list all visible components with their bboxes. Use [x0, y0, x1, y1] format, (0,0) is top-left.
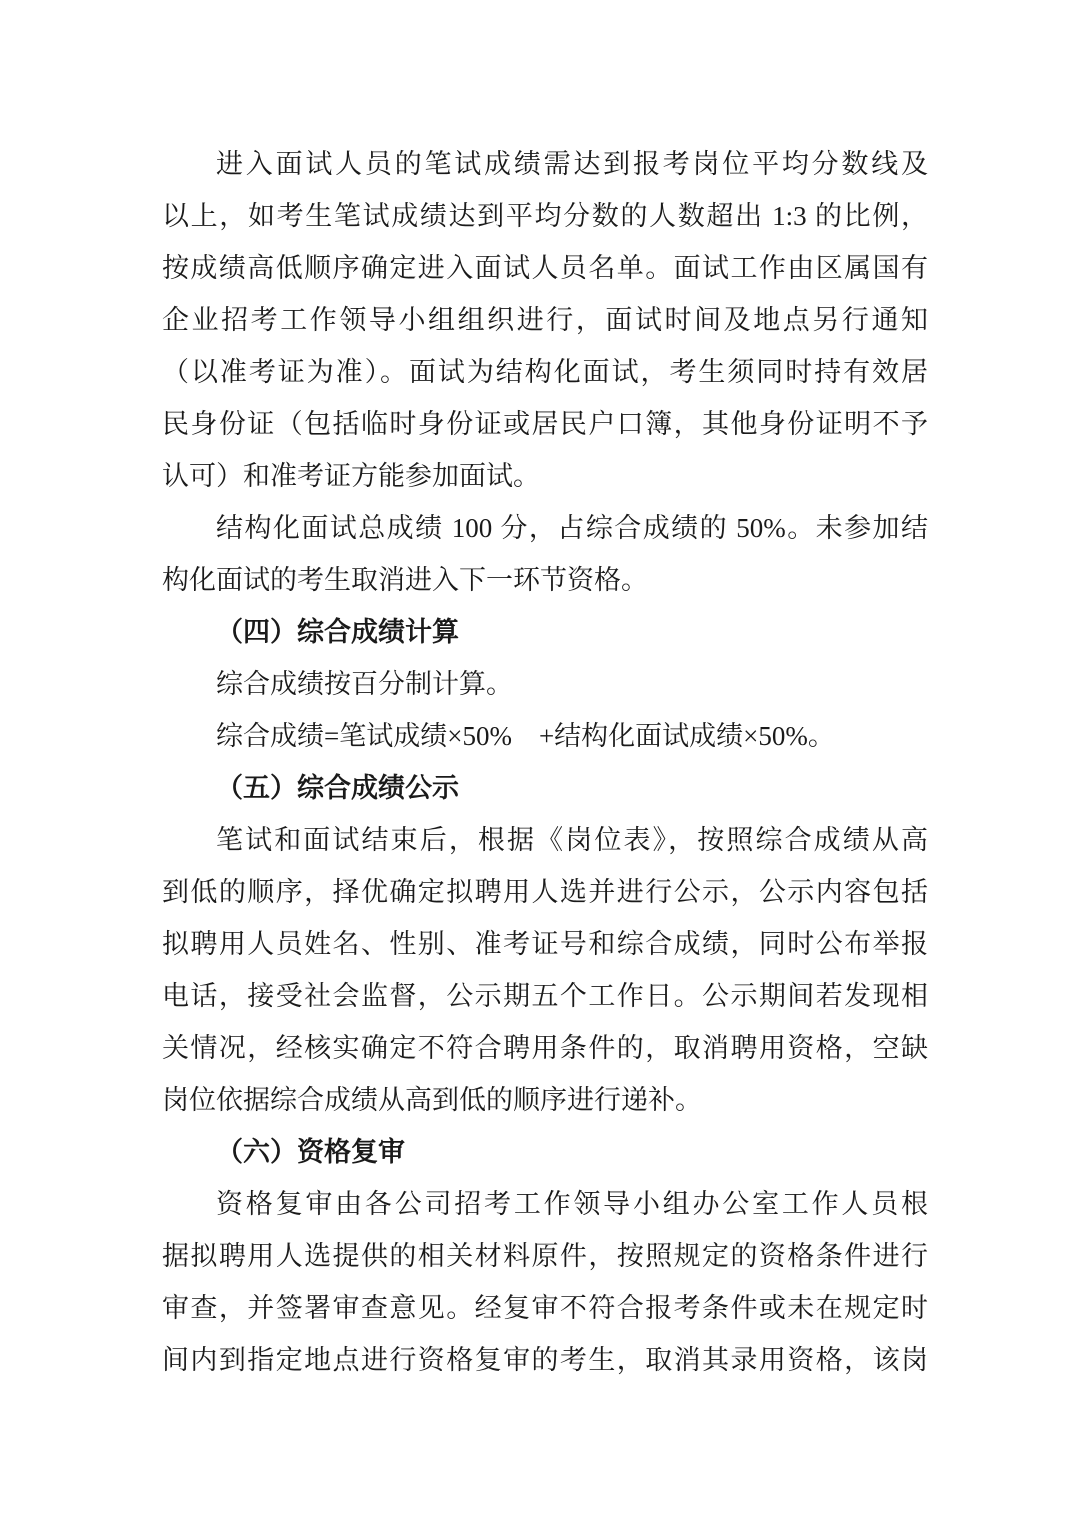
section-heading: （六）资格复审 — [216, 1137, 405, 1167]
document-text-block — [162, 138, 928, 1386]
formula-line: 综合成绩=笔试成绩×50% +结构化面试成绩×50%。 — [216, 721, 835, 751]
text-line: 构化面试的考生取消进入下一环节资格。 — [162, 565, 648, 595]
text-line: 关情况，经核实确定不符合聘用条件的，取消聘用资格，空缺 — [162, 1033, 928, 1063]
text-line: 笔试和面试结束后，根据《岗位表》，按照综合成绩从高 — [216, 825, 928, 855]
text-line: 结构化面试总成绩 100 分，占综合成绩的 50%。未参加结 — [216, 513, 928, 543]
text-line: 岗位依据综合成绩从高到低的顺序进行递补。 — [162, 1085, 702, 1115]
text-line: 据拟聘用人选提供的相关材料原件，按照规定的资格条件进行 — [162, 1241, 928, 1271]
text-line: （以准考证为准）。面试为结构化面试，考生须同时持有效居 — [162, 357, 928, 387]
text-line: 资格复审由各公司招考工作领导小组办公室工作人员根 — [216, 1189, 928, 1219]
text-line: 进入面试人员的笔试成绩需达到报考岗位平均分数线及 — [216, 149, 928, 179]
text-line: 认可）和准考证方能参加面试。 — [162, 461, 540, 491]
text-line: 间内到指定地点进行资格复审的考生，取消其录用资格，该岗 — [162, 1345, 928, 1375]
text-line: 企业招考工作领导小组组织进行，面试时间及地点另行通知 — [162, 305, 928, 335]
section-heading: （五）综合成绩公示 — [216, 773, 459, 803]
text-line: 综合成绩按百分制计算。 — [216, 669, 513, 699]
text-line: 按成绩高低顺序确定进入面试人员名单。面试工作由区属国有 — [162, 253, 928, 283]
text-line: 审查，并签署审查意见。经复审不符合报考条件或未在规定时 — [162, 1293, 928, 1323]
text-line: 电话，接受社会监督，公示期五个工作日。公示期间若发现相 — [162, 981, 928, 1011]
text-line: 民身份证（包括临时身份证或居民户口簿，其他身份证明不予 — [162, 409, 928, 439]
text-line: 以上，如考生笔试成绩达到平均分数的人数超出 1:3 的比例， — [162, 201, 928, 231]
section-heading: （四）综合成绩计算 — [216, 617, 459, 647]
text-line: 拟聘用人员姓名、性别、准考证号和综合成绩，同时公布举报 — [162, 929, 928, 959]
text-line: 到低的顺序，择优确定拟聘用人选并进行公示，公示内容包括 — [162, 877, 928, 907]
